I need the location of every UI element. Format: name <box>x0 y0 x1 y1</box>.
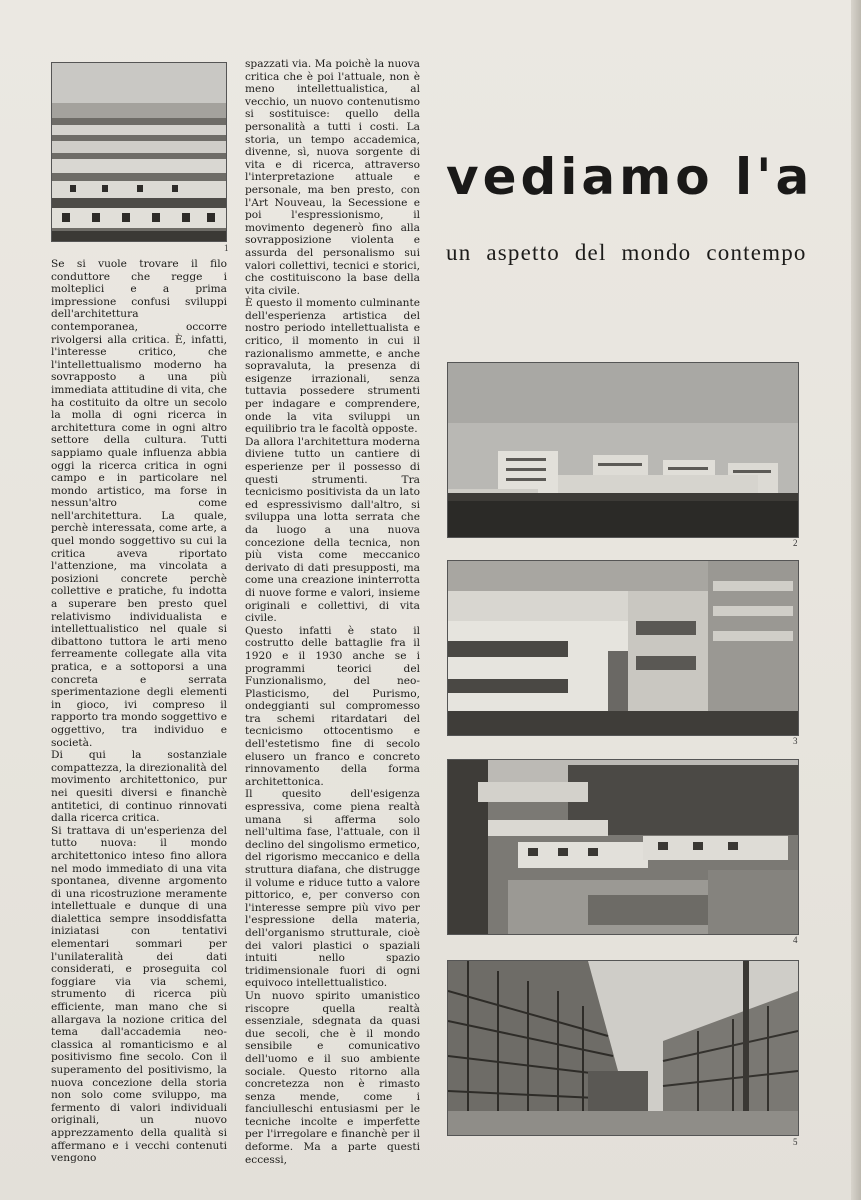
text-column-2 <box>245 58 420 1166</box>
text-column-1 <box>51 258 227 1165</box>
paragraph: Il quesito dell'esigenza espressiva, come piena realtà umana si afferma solo nell'ultima fase, l'attuale, con il declino del singolismo ermetico, del rigorismo meccanico e della struttura diafana, che distrugge il volume e riduce tutto a valore pittorico, e, per converso con l'interesse sempre più vivo per l'espressione della materia, dell'organismo strutturale, cioè dei valori plastici o spaziali intuiti nello spazio tridimensionale fuori di ogni equivoco intellettualistico. <box>245 788 420 990</box>
figure-number-4: 4 <box>793 935 798 945</box>
photo-5-glazed-buildings <box>447 960 799 1136</box>
article-subtitle: un aspetto del mondo contempo <box>446 240 807 265</box>
figure-number-5: 5 <box>793 1137 798 1147</box>
paragraph: Di qui la sostanziale compattezza, la direzionalità del movimento architettonico, pur nei quesiti diversi e financhè antitetici, di continuo rinnovati dalla ricerca critica. <box>51 749 227 825</box>
photo-2-residential-towers <box>447 362 799 538</box>
figure-number-3: 3 <box>793 736 798 746</box>
paragraph: Si trattava di un'esperienza del tutto nuova: il mondo architettonico inteso fino allora nel modo immediato di una vita spontanea, divenne argomento di una ricostruzione meramente intellettuale e dunque di una dialettica sempre insoddisfatta iniziatasi con tentativi elementari sommari per l'unilateralità dei dati considerati, e proseguita col foggiare via via schemi, strumento di ricerca più efficiente, man mano che si allargava la nozione critica del tema dall'accademia neo-classica al romanticismo e al positivismo fine secolo. Con il superamento del positivismo, la nuova concezione della storia non solo come sviluppo, ma fermento di valori individuali originali, un nuovo apprezzamento della qualità si affermano e i vecchi contenuti vengono <box>51 824 227 1165</box>
paragraph: Da allora l'architettura moderna diviene tutto un cantiere di esperienze per il possesso di questi strumenti. Tra tecnicismo positivista da un lato ed espressivismo dall'altro, si sviluppa una lotta serrata che da luogo a una nuova concezione della tecnica, non più vista come meccanico derivato di dati presupposti, ma come una creazione ininterrotta di nuove forme e valori, insieme originali e collettivi, di vita civile. <box>245 435 420 625</box>
paragraph: Questo infatti è stato il costrutto delle battaglie fra il 1920 e il 1930 anche se i programmi teorici del Funzionalismo, del neo-Plasticismo, del Purismo, ondeggianti sul compromesso tra schemi ritardatari del tecnicismo ottocentismo e dell'estetismo fine di secolo elusero un franco e concreto rinnovamento della forma architettonica. <box>245 624 420 788</box>
paragraph: È questo il momento culminante dell'esperienza artistica del nostro periodo intellettualista e critico, il momento in cui il razionalismo ammette, e anche sopravaluta, la presenza di esigenze irrazionali, senza tuttavia possedere strumenti per indagare e comprendere, onde la vita sviluppi un equilibrio tra le facoltà opposte. <box>245 297 420 436</box>
figure-number-1: 1 <box>224 243 229 253</box>
photo-1-housing-estate <box>51 62 227 242</box>
paragraph: Se si vuole trovare il filo conduttore che regge i molteplici e a prima impressione confusi sviluppi dell'architettura contemporanea, occorre rivolgersi alla critica. È, infatti, l'interesse critico, che l'intellettualismo moderno ha sovrapposto a una più immediata attitudine di vita, che ha costituito da oltre un secolo la molla di ogni ricerca in architettura come in ogni altro settore della cultura. Tutti sappiamo quale influenza abbia oggi la ricerca critica in ogni campo e in particolare nel mondo artistico, ma forse in nessun'altro come nell'architettura. La quale, perchè interessata, come arte, a quel mondo soggettivo su cui la critica aveva riportato l'attenzione, ma vincolata a posizioni concrete perchè collettive e pratiche, fu indotta a superare ben presto quel relativismo individualista e intellettualistico nel quale si dibattono tuttora le arti meno ferreamente collegate alla vita pratica, e a sottoporsi a una concreta e serrata sperimentazione degli elementi in gioco, ivi compreso il rapporto tra mondo soggettivo e oggettivo, tra individuo e società. <box>51 258 227 749</box>
paragraph: spazzati via. Ma poichè la nuova critica che è poi l'attuale, non è meno intellettualistica, al vecchio, un nuovo contenutismo si sostituisce: quello della personalità a tutti i costi. La storia, un tempo accademica, divenne, sì, nuova sorgente di vita e di ricerca, attraverso l'interpretazione attuale e personale, ma ben presto, con l'Art Nouveau, la Secessione e poi l'espressionismo, il movimento degenerò fino alla sovrapposizione violenta e assurda del personalismo sui valori collettivi, tecnici e storici, che costituiscono la base della vita civile. <box>245 58 420 297</box>
photo-3-modern-building <box>447 560 799 736</box>
photo-4-terraced-houses <box>447 759 799 935</box>
figure-number-2: 2 <box>793 538 798 548</box>
paragraph: Un nuovo spirito umanistico riscopre quella realtà essenziale, sdegnata da quasi due secoli, che è il mondo sensibile e comunicativo dell'uomo e il suo ambiente sociale. Questo ritorno alla concretezza non è rimasto senza mende, come i fanciulleschi entusiasmi per le tecniche incolte e imperfette per l'irregolare e financhè per il deforme. Ma a parte questi eccessi, <box>245 989 420 1166</box>
article-title: vediamo l'a <box>446 148 814 206</box>
